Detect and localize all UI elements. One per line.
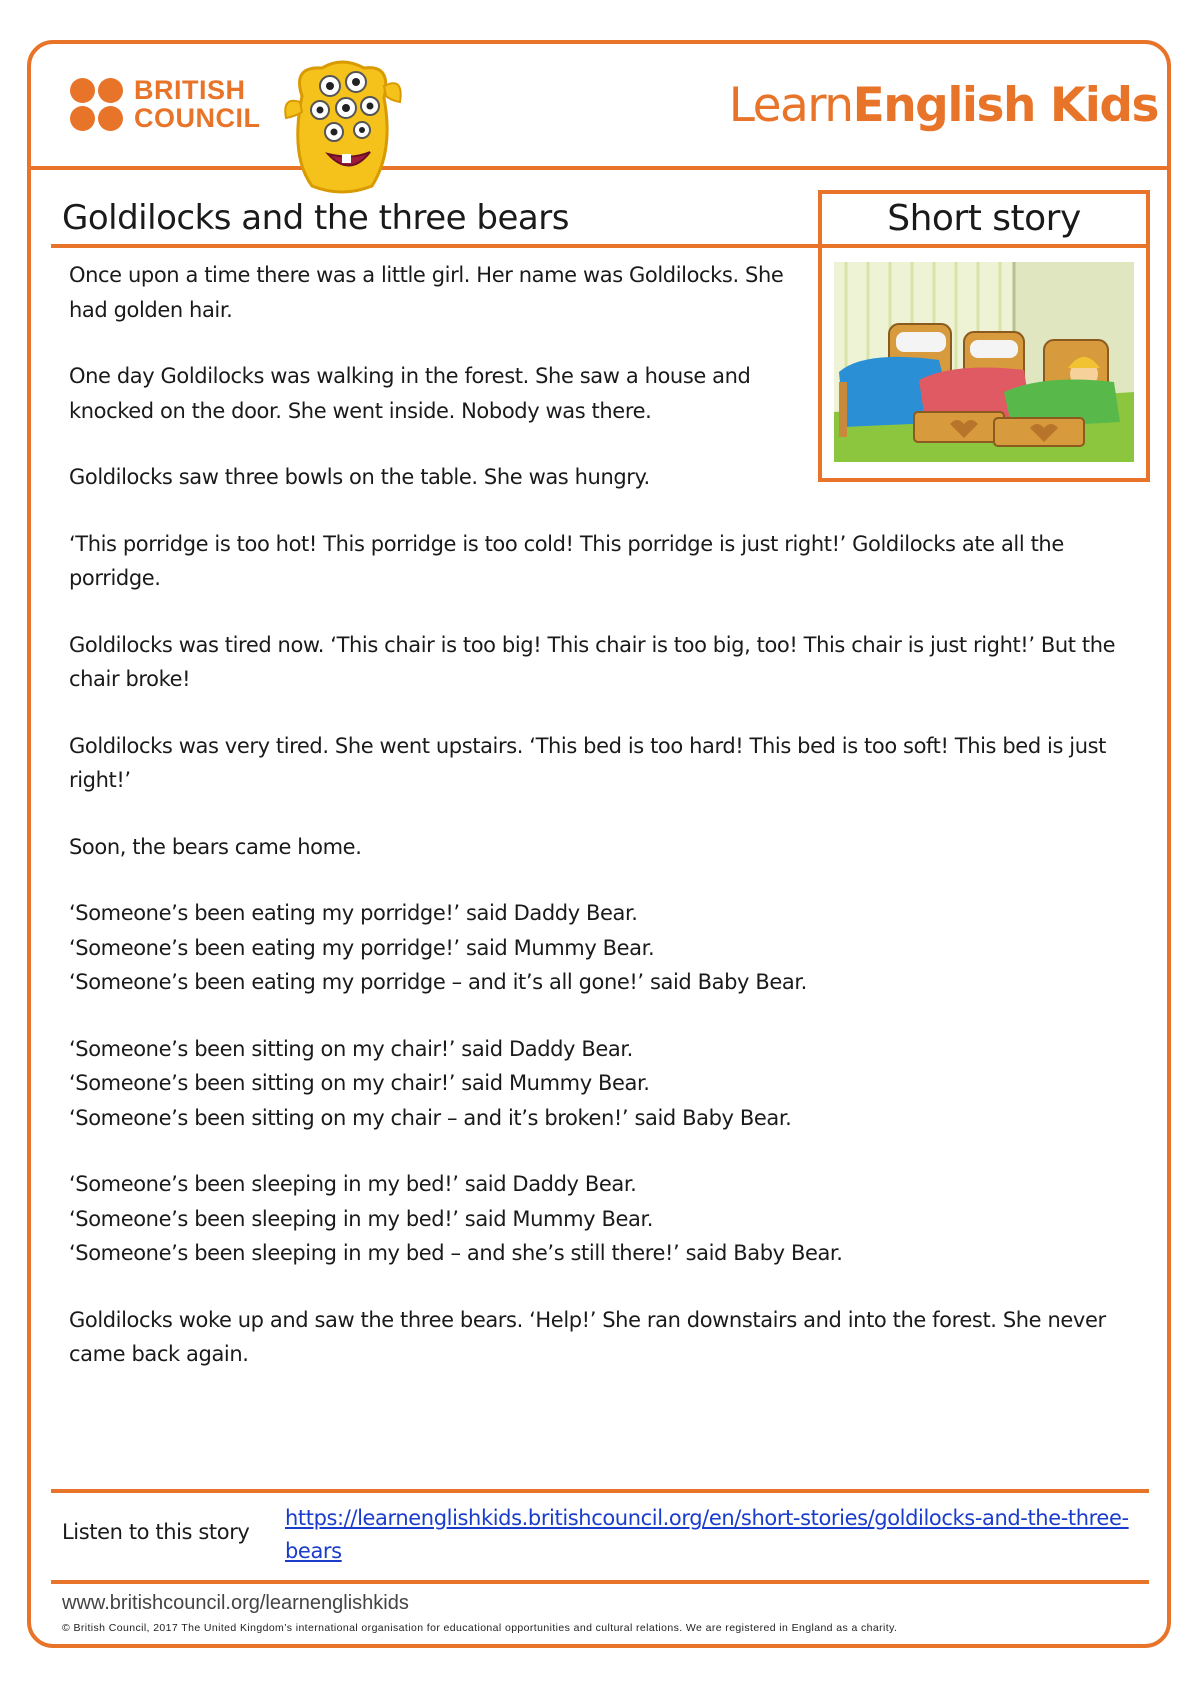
story-paragraph: Goldilocks woke up and saw the three bears. ‘Help!’ She ran downstairs and into the forest. She never came back again. (69, 1307, 1106, 1366)
porridge-dialogue (69, 896, 1139, 1000)
british-council-logo (70, 76, 270, 136)
story-paragraph: Soon, the bears came home. (69, 834, 362, 859)
story-paragraph: Once upon a time there was a little girl. Her name was Goldilocks. She had golden hair. (69, 263, 784, 322)
british-council-dots-icon (70, 78, 126, 134)
story-paragraph: Goldilocks was tired now. ‘This chair is too big! This chair is too big, too! This chair is just right!’ But the chair broke! (69, 632, 1116, 691)
bed-dialogue (69, 1167, 1139, 1271)
story-paragraph: One day Goldilocks was walking in the forest. She saw a house and knocked on the door. She went inside. Nobody was there. (69, 364, 751, 423)
story-body (69, 258, 1139, 1404)
dialogue-line: ‘Someone’s been sitting on my chair!’ said Daddy Bear. (69, 1036, 633, 1061)
footer-bottom-divider (51, 1580, 1149, 1584)
header-divider (31, 166, 1167, 170)
dialogue-line: ‘Someone’s been sleeping in my bed!’ said Mummy Bear. (69, 1206, 654, 1231)
title-underline (51, 244, 821, 248)
chair-dialogue (69, 1032, 1139, 1136)
dialogue-line: ‘Someone’s been sitting on my chair!’ said Mummy Bear. (69, 1071, 650, 1095)
story-paragraph: Goldilocks was very tired. She went upstairs. ‘This bed is too hard! This bed is too soft! This bed is just right!’ (69, 733, 1106, 792)
story-type-label: Short story (887, 198, 1081, 239)
dialogue-line: ‘Someone’s been sleeping in my bed!’ said Daddy Bear. (69, 1172, 637, 1196)
copyright-notice: © British Council, 2017 The United Kingdom’s international organisation for educational opportunities and cultural relations. We are registered in England as a charity. (62, 1622, 898, 1634)
site-url: www.britishcouncil.org/learnenglishkids (62, 1592, 409, 1614)
learnenglish-kids-logo: LearnEnglish Kids (728, 78, 1158, 133)
dialogue-line: ‘Someone’s been sleeping in my bed – and she’s still there!’ said Baby Bear. (69, 1241, 843, 1265)
story-paragraph: ‘This porridge is too hot! This porridge is too cold! This porridge is just right!’ Goldilocks ate all the porridge. (69, 531, 1064, 590)
dialogue-line: ‘Someone’s been sitting on my chair – and it’s broken!’ said Baby Bear. (69, 1105, 792, 1130)
dialogue-line: ‘Someone’s been eating my porridge!’ said Mummy Bear. (69, 935, 655, 960)
story-paragraph: Goldilocks saw three bowls on the table. She was hungry. (69, 465, 650, 489)
story-title: Goldilocks and the three bears (62, 198, 569, 238)
british-council-wordmark: BRITISH COUNCIL (134, 75, 261, 133)
listen-story-link[interactable]: https://learnenglishkids.britishcouncil.org/en/short-stories/goldilocks-and-the-three-bears (285, 1506, 1129, 1563)
listen-label: Listen to this story (62, 1520, 250, 1544)
dialogue-line: ‘Someone’s been eating my porridge!’ said Daddy Bear. (69, 901, 638, 925)
dialogue-line: ‘Someone’s been eating my porridge – and it’s all gone!’ said Baby Bear. (69, 970, 807, 994)
story-type-divider (818, 244, 1150, 248)
footer-top-divider (51, 1489, 1149, 1493)
monster-mascot-icon (272, 56, 412, 196)
